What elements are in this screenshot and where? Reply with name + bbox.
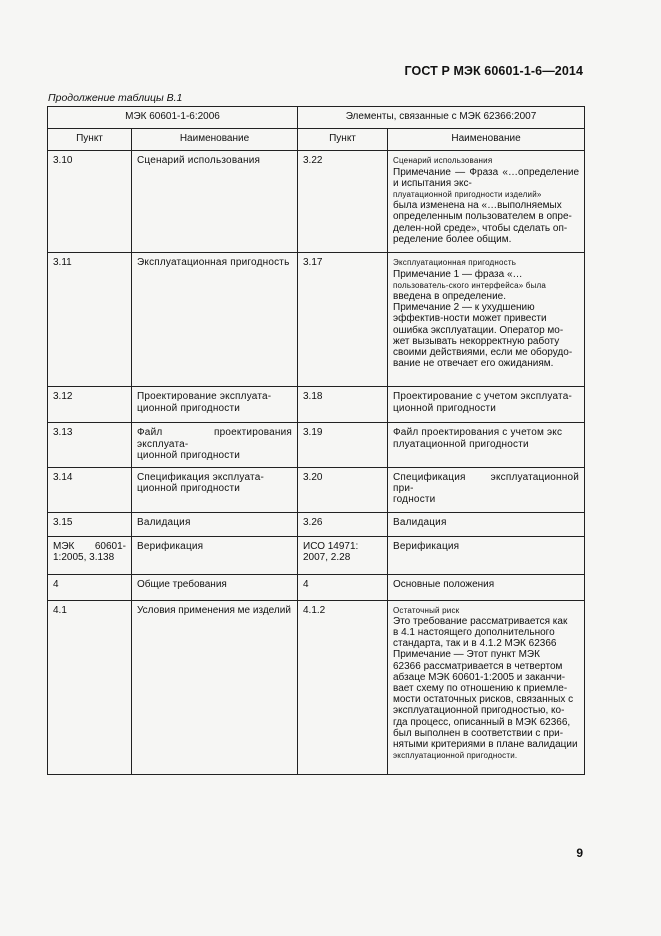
table-row: [48, 512, 585, 536]
clause-cell: 3.19: [298, 423, 388, 468]
clause-cell: 4.1.2: [298, 600, 388, 774]
table-row: [48, 423, 585, 468]
clause-cell: 4: [298, 574, 388, 600]
name-cell: Валидация: [132, 512, 298, 536]
comparison-table: [47, 106, 585, 775]
document-header: ГОСТ Р МЭК 60601-1-6—2014: [404, 64, 583, 78]
group-header-left: МЭК 60601-1-6:2006: [48, 107, 298, 129]
clause-cell: 3.10: [48, 151, 132, 253]
clause-cell: 3.11: [48, 253, 132, 387]
column-header-clause-left: Пункт: [48, 129, 132, 151]
name-cell: Валидация: [388, 512, 585, 536]
clause-cell: 3.20: [298, 468, 388, 513]
clause-cell: ИСО 14971: 2007, 2.28: [298, 536, 388, 574]
clause-cell: 4.1: [48, 600, 132, 774]
name-cell: Сценарий использования: [132, 151, 298, 253]
column-header-clause-right: Пункт: [298, 129, 388, 151]
name-cell: Верификация: [132, 536, 298, 574]
name-cell: Основные положения: [388, 574, 585, 600]
clause-cell: 3.22: [298, 151, 388, 253]
table-row: [48, 574, 585, 600]
name-cell: Общие требования: [132, 574, 298, 600]
clause-cell: 3.14: [48, 468, 132, 513]
table-row: [48, 600, 585, 774]
clause-cell: 3.26: [298, 512, 388, 536]
name-cell: Спецификация эксплуатационной при- годности: [388, 468, 585, 513]
page-number: 9: [576, 846, 583, 860]
name-cell: Условия применения ме изделий: [132, 600, 298, 774]
table-row: [48, 468, 585, 513]
clause-cell: 3.13: [48, 423, 132, 468]
table-row: [48, 387, 585, 423]
table-group-header-row: [48, 107, 585, 129]
name-cell: Остаточный риск Это требование рассматривается как в 4.1 настоящего дополнительного стандарта, так и в 4.1.2 МЭК 62366 Примечание — Этот пункт МЭК 62366 рассматривается в четвертом абзаце МЭК 60601-1:2005 и заканчи- вает схему по отношению к приемле- мости остаточных рисков, связанных с эксплуатационной пригодностью, ко- гда процесс, описанный в МЭК 62366, был выполнен в соответствии с при- нятыми критериями в плане валидации эксплуатационной пригодности.: [388, 600, 585, 774]
name-cell: Эксплуатационная пригодность Примечание 1 — фраза «… пользователь-ского интерфейса» была введена в определение. Примечание 2 — к ухудшению эффектив-ности может привести ошибка эксплуатации. Оператор мо- жет вызывать некорректную работу своими действиями, если ме оборудо- вание не отвечает его ожиданиям.: [388, 253, 585, 387]
group-header-right: Элементы, связанные с МЭК 62366:2007: [298, 107, 585, 129]
name-cell: Верификация: [388, 536, 585, 574]
name-cell: Спецификация эксплуата- ционной пригодности: [132, 468, 298, 513]
clause-cell: 4: [48, 574, 132, 600]
name-cell: Сценарий использования Примечание — Фраза «…определение и испытания экс- плуатационной пригодности изделий» была изменена на «…выполняемых определенным пользователем в опре- делен-ной среде», чтобы сделать оп- ределение более общим.: [388, 151, 585, 253]
name-cell: Эксплуатационная пригодность: [132, 253, 298, 387]
clause-cell: 3.15: [48, 512, 132, 536]
name-cell: Проектирование с учетом эксплуата- ционной пригодности: [388, 387, 585, 423]
clause-cell: 3.17: [298, 253, 388, 387]
column-header-name-left: Наименование: [132, 129, 298, 151]
table-row: [48, 151, 585, 253]
table-caption: Продолжение таблицы В.1: [48, 92, 183, 104]
table-row: [48, 253, 585, 387]
clause-cell: 3.18: [298, 387, 388, 423]
name-cell: Файл проектирования эксплуата- ционной пригодности: [132, 423, 298, 468]
column-header-name-right: Наименование: [388, 129, 585, 151]
clause-cell: МЭК 60601-1:2005, 3.138: [48, 536, 132, 574]
name-cell: Файл проектирования с учетом экс плуатационной пригодности: [388, 423, 585, 468]
name-cell: Проектирование эксплуата- ционной пригодности: [132, 387, 298, 423]
table-row: [48, 536, 585, 574]
clause-cell: 3.12: [48, 387, 132, 423]
table-column-header-row: [48, 129, 585, 151]
